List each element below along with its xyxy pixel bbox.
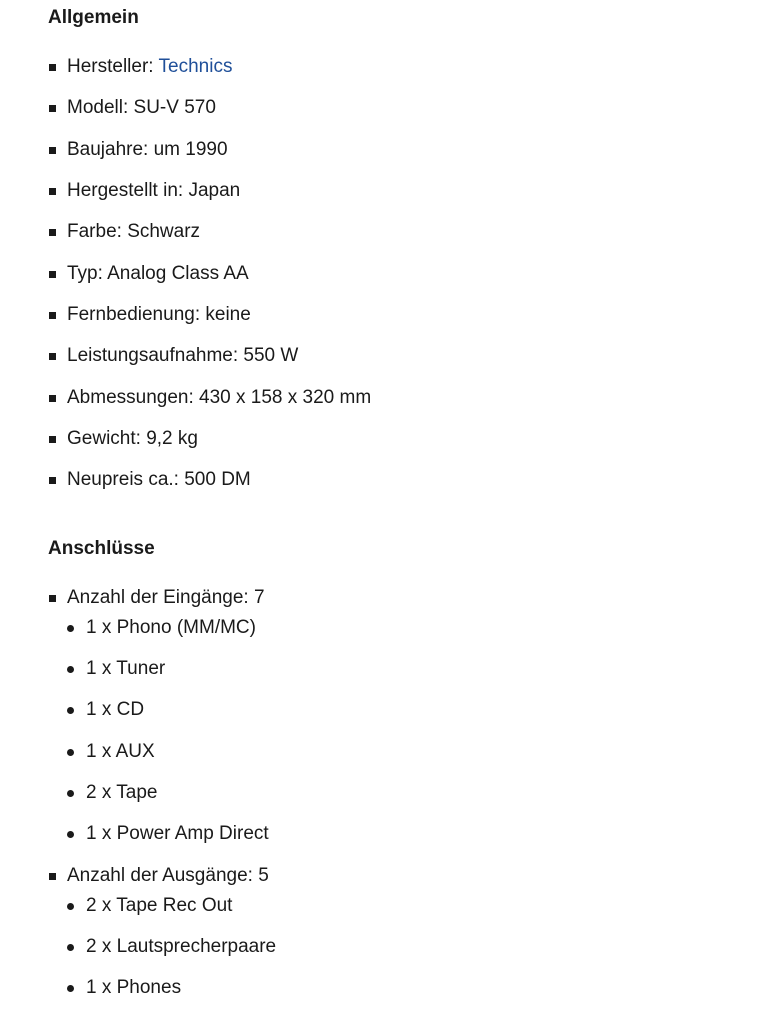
round-bullet-icon: [67, 790, 74, 797]
round-bullet-icon: [67, 666, 74, 673]
list-item-text: Gewicht: 9,2 kg: [67, 428, 198, 449]
list-item-text: Modell: SU-V 570: [67, 97, 216, 118]
sub-list-item-text: 2 x Tape: [86, 782, 158, 803]
square-bullet-icon: [49, 147, 56, 154]
square-bullet-icon: [49, 229, 56, 236]
list-item-text: Typ: Analog Class AA: [67, 263, 249, 284]
square-bullet-icon: [49, 477, 56, 484]
list-item-text: Baujahre: um 1990: [67, 139, 228, 160]
sub-list-item-text: 1 x CD: [86, 699, 145, 720]
sub-list-item-text: 2 x Tape Rec Out: [86, 895, 233, 916]
sub-list-item-text: 2 x Lautsprecherpaare: [86, 936, 277, 957]
round-bullet-icon: [67, 831, 74, 838]
round-bullet-icon: [67, 625, 74, 632]
manufacturer-label: Hersteller:: [67, 56, 159, 77]
round-bullet-icon: [67, 985, 74, 992]
manufacturer-link[interactable]: Technics: [158, 56, 233, 77]
square-bullet-icon: [49, 64, 56, 71]
square-bullet-icon: [49, 312, 56, 319]
inputs-label: Anzahl der Eingänge: 7: [67, 587, 265, 608]
list-item-text: Leistungsaufnahme: 550 W: [67, 345, 299, 366]
sub-list-item-text: 1 x Phones: [86, 977, 182, 998]
section-title-general: Allgemein: [48, 7, 139, 28]
square-bullet-icon: [49, 353, 56, 360]
list-item-text: Fernbedienung: keine: [67, 304, 251, 325]
square-bullet-icon: [49, 595, 56, 602]
square-bullet-icon: [49, 105, 56, 112]
outputs-label: Anzahl der Ausgänge: 5: [67, 865, 269, 886]
list-item-text: Neupreis ca.: 500 DM: [67, 469, 251, 490]
round-bullet-icon: [67, 944, 74, 951]
list-item-text: Abmessungen: 430 x 158 x 320 mm: [67, 387, 372, 408]
sub-list-item-text: 1 x Phono (MM/MC): [86, 617, 256, 638]
square-bullet-icon: [49, 271, 56, 278]
square-bullet-icon: [49, 395, 56, 402]
sub-list-item-text: 1 x Power Amp Direct: [86, 823, 269, 844]
square-bullet-icon: [49, 873, 56, 880]
round-bullet-icon: [67, 903, 74, 910]
square-bullet-icon: [49, 436, 56, 443]
section-title-connections: Anschlüsse: [48, 538, 155, 559]
sub-list-item-text: 1 x Tuner: [86, 658, 166, 679]
list-item-text: Hergestellt in: Japan: [67, 180, 241, 201]
sub-list-item-text: 1 x AUX: [86, 741, 155, 762]
round-bullet-icon: [67, 749, 74, 756]
round-bullet-icon: [67, 707, 74, 714]
square-bullet-icon: [49, 188, 56, 195]
list-item-text: Farbe: Schwarz: [67, 221, 201, 242]
